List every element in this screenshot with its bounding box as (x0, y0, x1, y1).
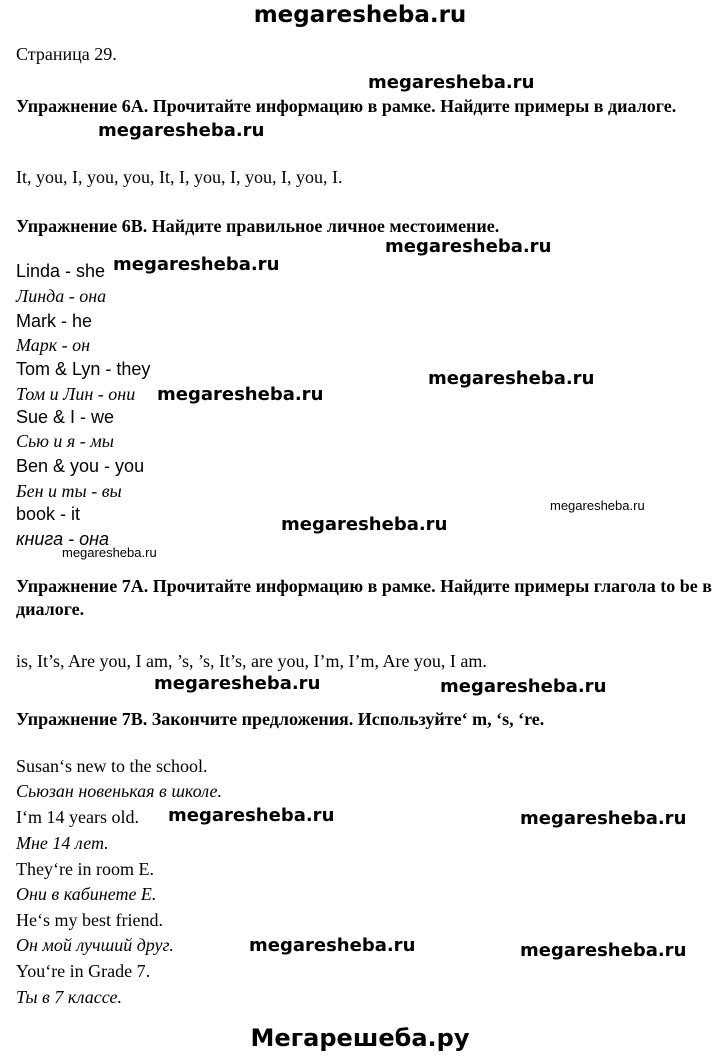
watermark: megaresheba.ru (98, 120, 265, 141)
watermark: megaresheba.ru (281, 514, 448, 535)
watermark: megaresheba.ru (62, 545, 157, 560)
pair-ru: Ты в 7 классе. (16, 987, 122, 1007)
exercise-6a-answer: It, you, I, you, you, It, I, you, I, you, I, you, I. (16, 167, 343, 187)
pair-en: He‘s my best friend. (16, 910, 163, 930)
pair-ru: Сьюзан новенькая в школе. (16, 781, 223, 801)
watermark: megaresheba.ru (550, 498, 645, 513)
pair-ru: Они в кабинете Е. (16, 884, 157, 904)
pair-ru: Мне 14 лет. (16, 833, 109, 853)
exercise-6b-heading: Упражнение 6В. Найдите правильное личное местоимение. (16, 216, 500, 236)
pair-en: You‘re in Grade 7. (16, 961, 151, 981)
watermark: megaresheba.ru (168, 805, 335, 826)
pair-en: book - it (16, 504, 81, 524)
pair-en: Linda - she (16, 261, 106, 281)
pair-en: Tom & Lyn - they (16, 359, 151, 379)
pair-ru: Марк - он (16, 335, 91, 355)
pair-en: Sue & I - we (16, 407, 115, 427)
watermark: megaresheba.ru (520, 940, 687, 961)
pair-en: Ben & you - you (16, 456, 145, 476)
watermark: megaresheba.ru (520, 808, 687, 829)
pair-ru: Сью и я - мы (16, 431, 114, 451)
watermark: megaresheba.ru (154, 673, 321, 694)
exercise-7a-answer: is, It’s, Are you, I am, ’s, ’s, It’s, are you, I’m, I’m, Are you, I am. (16, 651, 487, 671)
watermark: megaresheba.ru (385, 236, 552, 257)
watermark: megaresheba.ru (440, 676, 607, 697)
watermark: megaresheba.ru (249, 935, 416, 956)
watermark: megaresheba.ru (157, 384, 324, 405)
page-label: Страница 29. (16, 44, 117, 64)
pair-en: Susan‘s new to the school. (16, 756, 208, 776)
pair-ru: Том и Лин - они (16, 384, 136, 404)
pair-ru: Бен и ты - вы (16, 481, 122, 501)
pair-ru: книга - она (16, 529, 110, 549)
exercise-7a-heading: Упражнение 7А. Прочитайте информацию в рамке. Найдите примеры глагола to be в диалоге. (16, 576, 712, 619)
site-footer: Мегарешеба.ру (250, 1024, 470, 1052)
pair-en: Mark - he (16, 311, 93, 331)
watermark: megaresheba.ru (113, 254, 280, 275)
pair-en: I‘m 14 years old. (16, 807, 139, 827)
exercise-6a-heading: Упражнение 6А. Прочитайте информацию в рамке. Найдите примеры в диалоге. (16, 96, 677, 116)
watermark: megaresheba.ru (428, 368, 595, 389)
pair-ru: Он мой лучший друг. (16, 935, 174, 955)
site-header: megaresheba.ru (253, 2, 467, 28)
pair-ru: Линда - она (16, 286, 107, 306)
exercise-7b-heading: Упражнение 7В. Закончите предложения. Используйте‘ m, ‘s, ‘re. (16, 709, 545, 729)
pair-en: They‘re in room E. (16, 859, 154, 879)
watermark: megaresheba.ru (368, 72, 535, 93)
